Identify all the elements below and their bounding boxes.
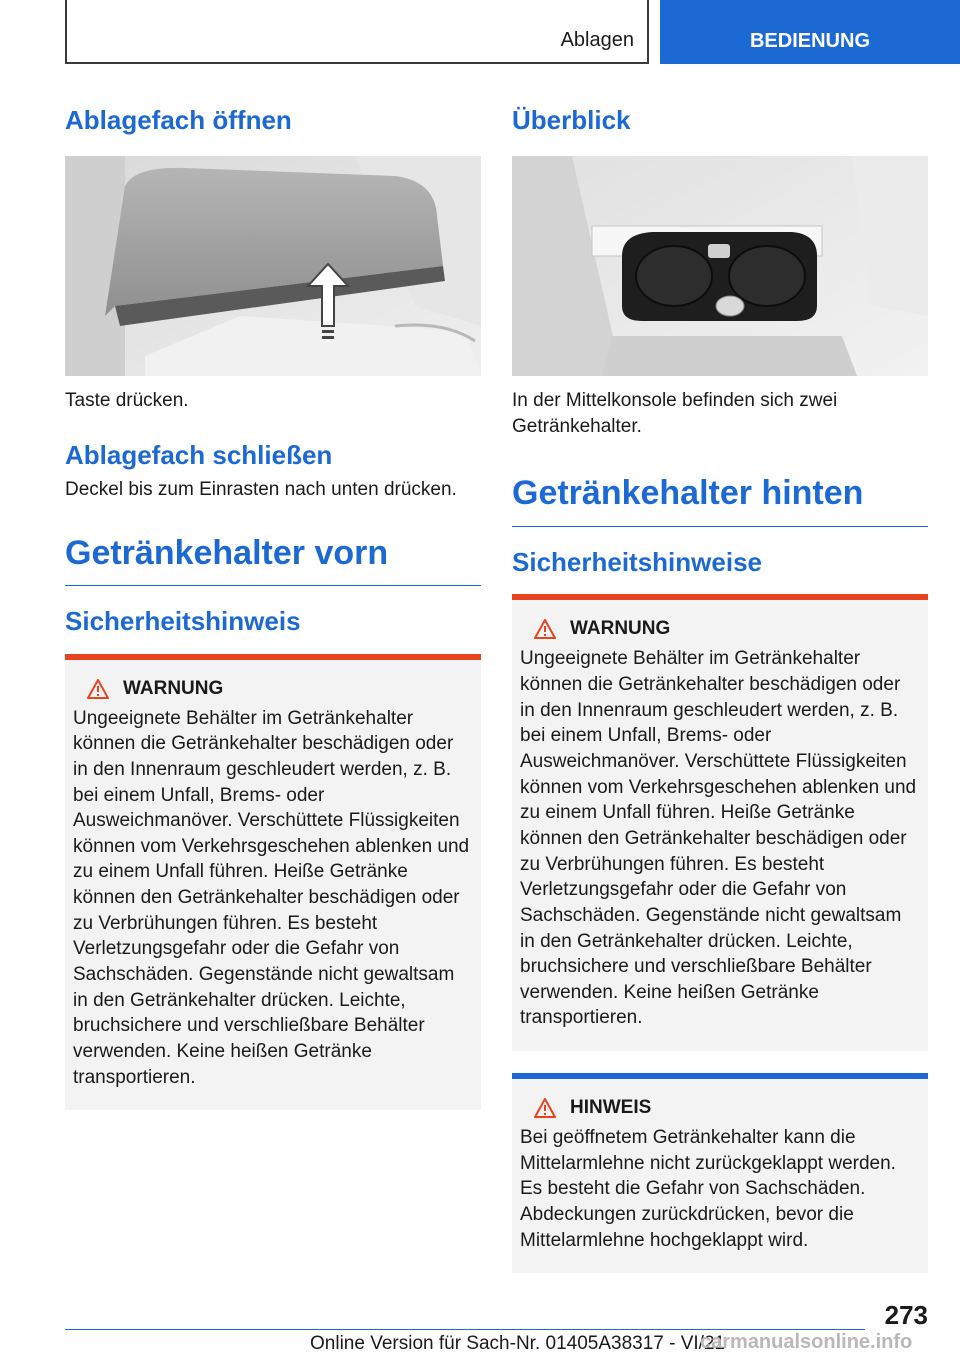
cupholder-photo (512, 156, 928, 376)
left-column (65, 100, 481, 1110)
right-column (512, 100, 928, 1273)
heading-open-compartment: Ablagefach öffnen (65, 105, 292, 135)
note-title (520, 1097, 920, 1119)
warning-title-label: WARNUNG (123, 677, 224, 699)
armrest-photo (65, 156, 481, 376)
warning-box-rear (512, 594, 928, 1051)
warning-text: Ungeeignete Behälter im Getränkehalter können die Getränkehalter beschädigen oder in den Innenraum geschleudert werden, z. B. bei einem Unfall, Brems- oder Ausweichmanöver. Verschüttete Flüssigkeiten können vom Verkehrsgeschehen ablenken und zu einem Unfall führen. Heiße Getränke können den Getränkehalter beschädigen oder zu Verbrühungen führen. Es besteht Verletzungsgefahr oder die Gefahr von Sachschäden. Gegenstände nicht gewaltsam in den Getränkehalter drücken. Leichte, bruchsichere und verschließbare Behälter verwenden. Keine heißen Getränke transportieren. (73, 707, 470, 1088)
heading-rear-cupholder: Getränkehalter hinten (512, 473, 928, 527)
heading-front-cupholder: Getränkehalter vorn (65, 533, 481, 587)
footer-divider (65, 1329, 865, 1330)
header-chapter-tab: BEDIENUNG (660, 0, 960, 64)
heading-close-compartment: Ablagefach schließen (65, 439, 333, 470)
warning-title (73, 678, 473, 700)
caution-triangle-icon (534, 1098, 556, 1118)
overview-text: In der Mittelkonsole befinden sich zwei Getränkehalter. (512, 390, 838, 437)
warning-box (65, 654, 481, 1111)
armrest-illustration (65, 156, 481, 376)
note-box (512, 1073, 928, 1273)
warning-text-rear: Ungeeignete Behälter im Getränkehalter können die Getränkehalter beschädigen oder in den Innenraum geschleudert werden, z. B. bei einem Unfall, Brems- oder Ausweichmanöver. Verschüttete Flüssigkeiten können vom Verkehrsgeschehen ablenken und zu einem Unfall führen. Heiße Getränke können den Getränkehalter beschädigen oder zu Verbrühungen führen. Es besteht Verletzungsgefahr oder die Gefahr von Sachschäden. Gegenstände nicht gewaltsam in den Getränkehalter drücken. Leichte, bruchsichere und verschließbare Behälter verwenden. Keine heißen Getränke transportieren. (520, 648, 917, 1029)
warning-title-rear (520, 618, 920, 640)
watermark: carmanualsonline.info (700, 1331, 913, 1353)
heading-overview: Überblick (512, 105, 631, 135)
note-title-label: HINWEIS (570, 1097, 652, 1119)
open-instruction: Taste drücken. (65, 390, 189, 412)
warning-title-label: WARNUNG (570, 618, 671, 640)
cupholder-illustration (512, 156, 928, 376)
heading-safety-notes: Sicherheitshinweise (512, 547, 762, 578)
header-section-title: Ablagen (560, 29, 634, 51)
close-instruction: Deckel bis zum Einrasten nach unten drücken. (65, 479, 457, 501)
warning-triangle-icon (534, 619, 556, 639)
warning-triangle-icon (87, 679, 109, 699)
footer-version: Online Version für Sach-Nr. 01405A38317 - VI/21 (310, 1333, 726, 1354)
heading-safety-note: Sicherheitshinweis (65, 606, 301, 637)
page-number: 273 (884, 1300, 928, 1330)
note-text: Bei geöffnetem Getränkehalter kann die Mittelarmlehne nicht zurückgeklappt werden. Es besteht die Gefahr von Sachschäden. Abdeckungen zurückdrücken, bevor die Mittelarmlehne hochgeklappt wird. (520, 1127, 896, 1251)
